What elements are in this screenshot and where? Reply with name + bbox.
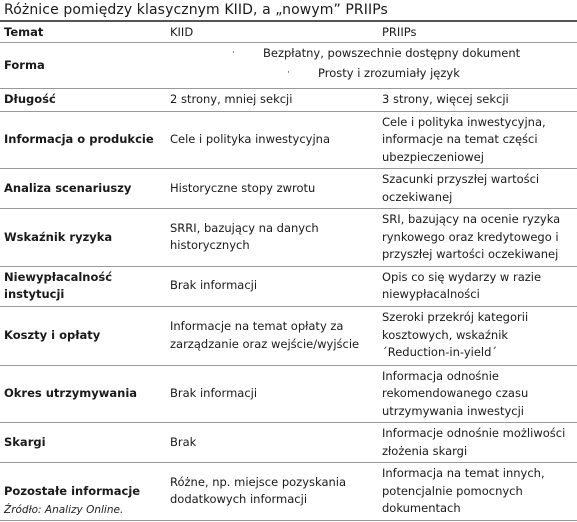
row-topic: Okres utrzymywania — [0, 365, 166, 423]
kiid-cell: Historyczne stopy zwrotu — [166, 169, 378, 209]
row-topic: Wskaźnik ryzyka — [0, 209, 166, 267]
bullet-icon: · — [232, 48, 235, 58]
source-note: Źródło: Analizy Online. — [4, 504, 124, 516]
priips-cell: Szeroki przekrój kategorii kosztowych, wskaźnik ´Reduction-in-yield´ — [378, 306, 577, 365]
table-row — [0, 111, 577, 169]
table-row — [0, 266, 577, 306]
comparison-table — [0, 20, 577, 521]
row-topic: Informacja o produkcie — [0, 111, 166, 169]
table-row — [0, 306, 577, 365]
column-header-priips: PRIIPs — [378, 21, 577, 43]
page-title: Różnice pomiędzy klasycznym KIID, a „nowym” PRIIPs — [4, 2, 388, 18]
column-header-topic: Temat — [0, 21, 166, 43]
priips-cell: Cele i polityka inwestycyjna, informacje na temat części ubezpieczeniowej — [378, 111, 577, 169]
table-row-forma — [0, 43, 577, 89]
priips-cell: Informacja na temat innych, potencjalnie pomocnych dokumentach — [378, 463, 577, 521]
kiid-cell: Różne, np. miejsce pozyskania dodatkowych informacji — [166, 463, 378, 521]
row-topic: Niewypłacalność instytucji — [0, 266, 166, 306]
table-row — [0, 169, 577, 209]
kiid-cell: Cele i polityka inwestycyjna — [166, 111, 378, 169]
priips-cell: 3 strony, więcej sekcji — [378, 89, 577, 112]
row-topic: Skargi — [0, 423, 166, 463]
table-row — [0, 209, 577, 267]
forma-line-1: Bezpłatny, powszechnie dostępny dokument — [263, 46, 521, 60]
priips-cell: Opis co się wydarzy w razie niewypłacalności — [378, 266, 577, 306]
row-topic: Analiza scenariuszy — [0, 169, 166, 209]
forma-merged-cell — [166, 43, 577, 89]
forma-line-2: Prosty i zrozumiały język — [318, 66, 460, 80]
table-row — [0, 423, 577, 463]
kiid-cell: Brak informacji — [166, 365, 378, 423]
row-topic: Koszty i opłaty — [0, 306, 166, 365]
kiid-cell: Brak — [166, 423, 378, 463]
priips-cell: Informacje odnośnie możliwości złożenia skargi — [378, 423, 577, 463]
priips-cell: SRI, bazujący na ocenie ryzyka rynkowego oraz kredytowego i przyszłej wartości oczekiwanej — [378, 209, 577, 267]
column-header-kiid: KIID — [166, 21, 378, 43]
header-row — [0, 21, 577, 43]
row-topic: Forma — [0, 43, 166, 89]
row-topic: Długość — [0, 89, 166, 112]
priips-cell: Szacunki przyszłej wartości oczekiwanej — [378, 169, 577, 209]
priips-cell: Informacja odnośnie rekomendowanego czasu utrzymywania inwestycji — [378, 365, 577, 423]
kiid-cell: 2 strony, mniej sekcji — [166, 89, 378, 112]
row-topic: Pozostałe informacje — [0, 463, 166, 521]
kiid-cell: Brak informacji — [166, 266, 378, 306]
bullet-icon: · — [287, 68, 290, 78]
table-row — [0, 89, 577, 112]
kiid-cell: SRRI, bazujący na danych historycznych — [166, 209, 378, 267]
kiid-cell: Informacje na temat opłaty za zarządzanie oraz wejście/wyjście — [166, 306, 378, 365]
table-row — [0, 365, 577, 423]
